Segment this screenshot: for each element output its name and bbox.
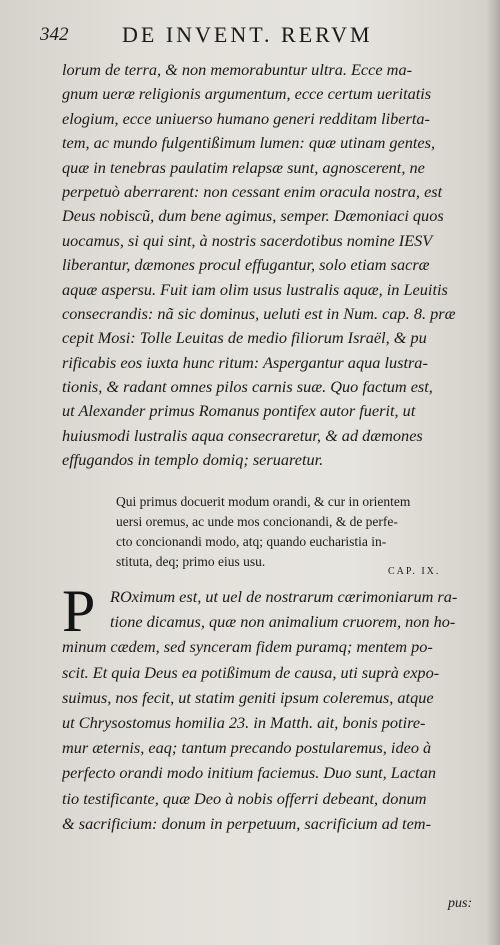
text-line: effugandos in templo domiq; seruaretur. [62,450,324,470]
page-edge-shadow [486,0,500,945]
text-line: ut Chrysostomus homilia 23. in Matth. ait, bonis potire- [62,712,426,732]
text-line: & sacrificium: donum in perpetuum, sacrificium ad tem- [62,813,431,833]
text-line: Deus nobiscũ, dum bene agimus, semper. Dæmoniaci quos [62,206,444,226]
text-line: uocamus, si qui sint, à nostris sacerdotibus nomine IESV [62,230,433,250]
drop-cap: P [62,578,96,644]
text-line: tio testificante, quæ Deo à nobis offerri debeant, donum [62,788,427,808]
text-line: perpetuò aberrarent: non cessant enim oracula nostra, est [62,181,443,201]
summary-line: cto concionandi modo, atq; quando eucharistia in- [116,534,387,549]
running-head: DE INVENT. RERVM [122,22,373,47]
text-line: consecrandis: nã sic dominus, ueluti est in Num. cap. 8. præ [62,303,456,323]
body-text [62,58,487,473]
text-line: rificabis eos iuxta hunc ritum: Aspergantur aqua lustra- [62,352,428,372]
text-line: tem, ac mundo fulgentißimum lumen: quæ utinam gentes, [62,133,436,153]
text-line: quæ in tenebras paulatim relapsæ sunt, agnoscerent, ne [62,157,425,177]
chapter-label: CAP. IX. [388,566,441,577]
text-line: perfecto orandi modo initium faciemus. Duo sunt, Lactan [62,763,436,783]
summary-line: Qui primus docuerit modum orandi, & cur in orientem [116,494,411,509]
text-line: gnum ueræ religionis argumentum, ecce certum ueritatis [62,84,432,104]
text-line: aquæ aspersu. Fuit iam olim usus lustralis aquæ, in Leuitis [62,279,448,299]
text-line: ut Alexander primus Romanus pontifex autor fuerit, ut [62,401,416,421]
chapter-text [62,578,487,836]
text-line: suimus, nos fecit, ut statim geniti ipsum coleremus, atque [62,687,434,707]
text-line: tione dicamus, quæ non animalium cruorem, non ho- [110,612,456,632]
text-line: lorum de terra, & non memorabuntur ultra. Ecce ma- [62,60,413,79]
text-line: huiusmodi lustralis aqua consecraretur, & ad dæmones [62,425,423,445]
summary-line: stituta, deq; primo eius usu. [116,554,266,569]
catchword: pus: [448,896,473,911]
text-line: elogium, ecce uniuerso humano generi redditam liberta- [62,108,430,128]
text-line: scit. Et quia Deus ea potißimum de causa, uti suprà expo- [62,662,440,682]
chapter-summary [116,492,478,572]
page-header [40,22,460,52]
page-number: 342 [40,24,69,45]
text-line: tionis, & radant omnes pilos carnis suæ. Quo factum est, [62,377,433,397]
text-line: liberantur, dæmones procul effugantur, solo etiam sacræ [62,255,430,275]
text-line: minum cædem, sed synceram fidem puramq; mentem po- [62,637,433,657]
text-line: ROximum est, ut uel de nostrarum cærimoniarum ra- [110,587,458,606]
text-line: cepit Mosi: Tolle Leuitas de medio filiorum Israël, & pu [62,328,427,348]
summary-line: uersi oremus, ac unde mos concionandi, & de perfe- [116,514,398,529]
text-line: mur æternis, eaq; tantum precando postularemus, ideo à [62,738,432,758]
